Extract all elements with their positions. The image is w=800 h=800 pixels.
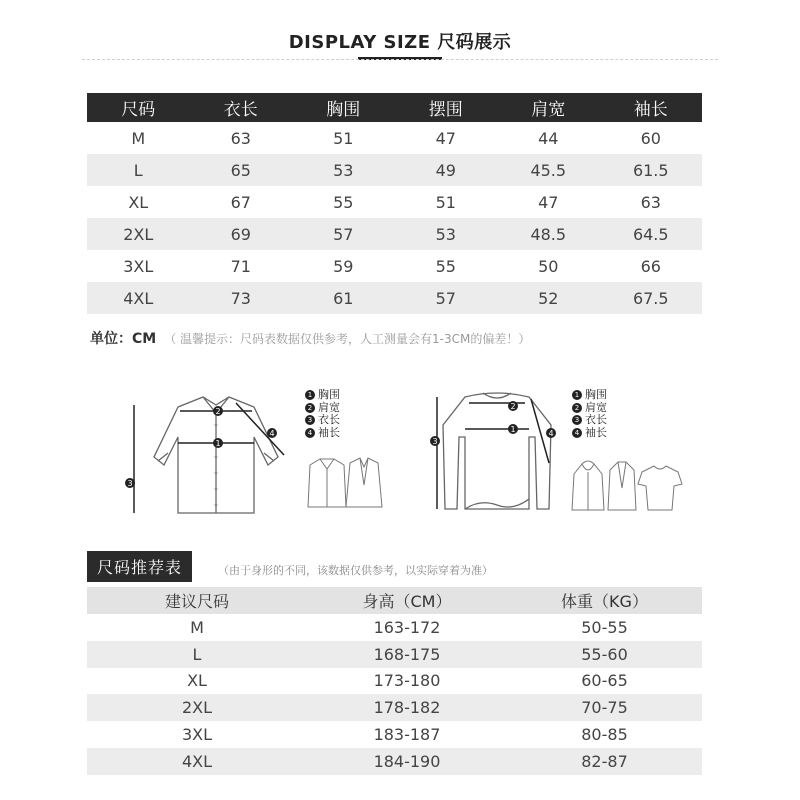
length-col-header: 衣长 — [190, 93, 293, 122]
table-cell: XL — [187, 671, 207, 691]
hoodie-icon — [568, 458, 688, 516]
legend-item — [572, 414, 607, 427]
size-table — [87, 93, 702, 314]
table-cell: 55-60 — [507, 641, 702, 668]
table-row — [87, 641, 702, 668]
sleeve-col-header: 袖长 — [600, 93, 703, 122]
table-cell: 71 — [230, 256, 251, 276]
table-cell: 60 — [640, 128, 661, 148]
legend-label: 袖长 — [585, 425, 607, 439]
unit-label: 单位：CM — [90, 331, 157, 347]
table-cell: 49 — [395, 154, 498, 186]
shoulder-col-header: 肩宽 — [497, 93, 600, 122]
chest-col-header: 胸围 — [292, 93, 395, 122]
table-cell: 60-65 — [581, 671, 628, 691]
table-cell: 57 — [292, 218, 395, 250]
suggested-size-col-header: 建议尺码 — [87, 587, 307, 614]
height-col-header: 身高（CM） — [307, 587, 507, 614]
table-cell: 51 — [333, 128, 354, 148]
table-cell: 4XL — [87, 282, 190, 314]
unit-line — [90, 328, 530, 348]
table-row — [87, 721, 702, 748]
table-cell: 47 — [538, 192, 559, 212]
jacket-icon — [300, 455, 390, 513]
legend-label: 胸围 — [318, 388, 340, 401]
recommend-table — [87, 587, 702, 775]
legend-item — [572, 389, 607, 402]
table-cell: 47 — [435, 128, 456, 148]
table-cell: 51 — [435, 192, 456, 212]
table-cell: 82-87 — [507, 748, 702, 775]
legend-number: 2 — [572, 403, 582, 413]
legend-item — [572, 427, 607, 440]
svg-text:2: 2 — [510, 402, 516, 411]
recommend-note: （由于身形的不同，该数据仅供参考，以实际穿着为准） — [218, 564, 493, 577]
table-row — [87, 154, 702, 186]
table-cell: 2XL — [87, 694, 307, 721]
table-cell: 69 — [190, 218, 293, 250]
svg-text:4: 4 — [269, 429, 275, 438]
measurement-note: （ 温馨提示：尺码表数据仅供参考，人工测量会有1-3CM的偏差！） — [164, 332, 531, 346]
table-cell: L — [87, 641, 307, 668]
table-cell: 80-85 — [581, 725, 628, 745]
svg-text:1: 1 — [215, 439, 221, 448]
table-row — [87, 614, 702, 641]
table-cell: 183-187 — [373, 725, 441, 745]
table-cell: 3XL — [123, 256, 154, 276]
table-cell: 55 — [435, 256, 456, 276]
legend-label: 衣长 — [585, 413, 607, 426]
table-cell: 63 — [230, 128, 251, 148]
table-cell: 4XL — [87, 748, 307, 775]
legend-item — [305, 427, 340, 440]
legend-label: 肩宽 — [585, 400, 607, 414]
hem-col-header: 摆围 — [395, 93, 498, 122]
legend-number: 4 — [572, 428, 582, 438]
legend-number: 3 — [572, 415, 582, 425]
svg-text:3: 3 — [127, 479, 133, 488]
shirt-diagram-icon — [118, 385, 318, 525]
table-cell: 64.5 — [600, 218, 703, 250]
table-cell: 50-55 — [581, 617, 628, 637]
table-row — [87, 186, 702, 218]
svg-text:2: 2 — [215, 407, 221, 416]
table-cell: 45.5 — [497, 154, 600, 186]
svg-text:1: 1 — [510, 425, 516, 434]
table-cell: 3XL — [181, 725, 213, 745]
legend-number: 4 — [305, 428, 315, 438]
page-title: DISPLAY SIZE 尺码展示 — [288, 32, 512, 53]
table-cell: XL — [128, 192, 149, 212]
table-cell: 59 — [333, 256, 354, 276]
table-cell: 70-75 — [507, 694, 702, 721]
legend-label: 袖长 — [318, 425, 340, 439]
table-cell: 53 — [395, 218, 498, 250]
table-cell: 63 — [640, 192, 661, 212]
recommend-title: 尺码推荐表 — [87, 551, 192, 582]
table-row — [87, 668, 702, 695]
table-cell: 65 — [190, 154, 293, 186]
title-divider — [82, 59, 718, 60]
size-table-header-row — [87, 93, 702, 122]
svg-text:3: 3 — [432, 437, 438, 446]
shirt-legend — [305, 389, 340, 439]
size-col-header: 尺码 — [87, 93, 190, 122]
table-cell: 67 — [230, 192, 251, 212]
sweater-legend — [572, 389, 607, 439]
table-cell: 184-190 — [307, 748, 507, 775]
legend-label: 肩宽 — [318, 400, 340, 414]
table-row — [87, 218, 702, 250]
table-cell: 61 — [292, 282, 395, 314]
table-cell: 66 — [640, 256, 661, 276]
table-cell: 163-172 — [373, 617, 441, 637]
table-cell: 173-180 — [373, 671, 441, 691]
table-row — [87, 282, 702, 314]
table-row — [87, 122, 702, 154]
legend-number: 2 — [305, 403, 315, 413]
legend-number: 3 — [305, 415, 315, 425]
legend-label: 衣长 — [318, 413, 340, 426]
table-cell: 44 — [538, 128, 559, 148]
table-cell: 50 — [538, 256, 559, 276]
legend-label: 胸围 — [585, 388, 607, 401]
table-cell: 178-182 — [307, 694, 507, 721]
legend-item — [305, 389, 340, 402]
weight-col-header: 体重（KG） — [507, 587, 702, 614]
table-cell: 48.5 — [497, 218, 600, 250]
table-cell: L — [87, 154, 190, 186]
table-cell: 52 — [497, 282, 600, 314]
table-row — [87, 250, 702, 282]
table-cell: M — [190, 617, 204, 637]
legend-number: 1 — [572, 390, 582, 400]
table-cell: 67.5 — [600, 282, 703, 314]
table-cell: 73 — [190, 282, 293, 314]
table-cell: 168-175 — [307, 641, 507, 668]
table-row — [87, 748, 702, 775]
table-cell: 55 — [333, 192, 354, 212]
table-cell: 61.5 — [600, 154, 703, 186]
recommend-header-row — [87, 587, 702, 614]
table-row — [87, 694, 702, 721]
legend-item — [305, 414, 340, 427]
legend-number: 1 — [305, 390, 315, 400]
table-cell: M — [131, 128, 146, 148]
table-cell: 57 — [395, 282, 498, 314]
table-cell: 53 — [292, 154, 395, 186]
svg-text:4: 4 — [548, 429, 554, 438]
table-cell: 2XL — [87, 218, 190, 250]
sweater-diagram-icon — [425, 385, 570, 520]
